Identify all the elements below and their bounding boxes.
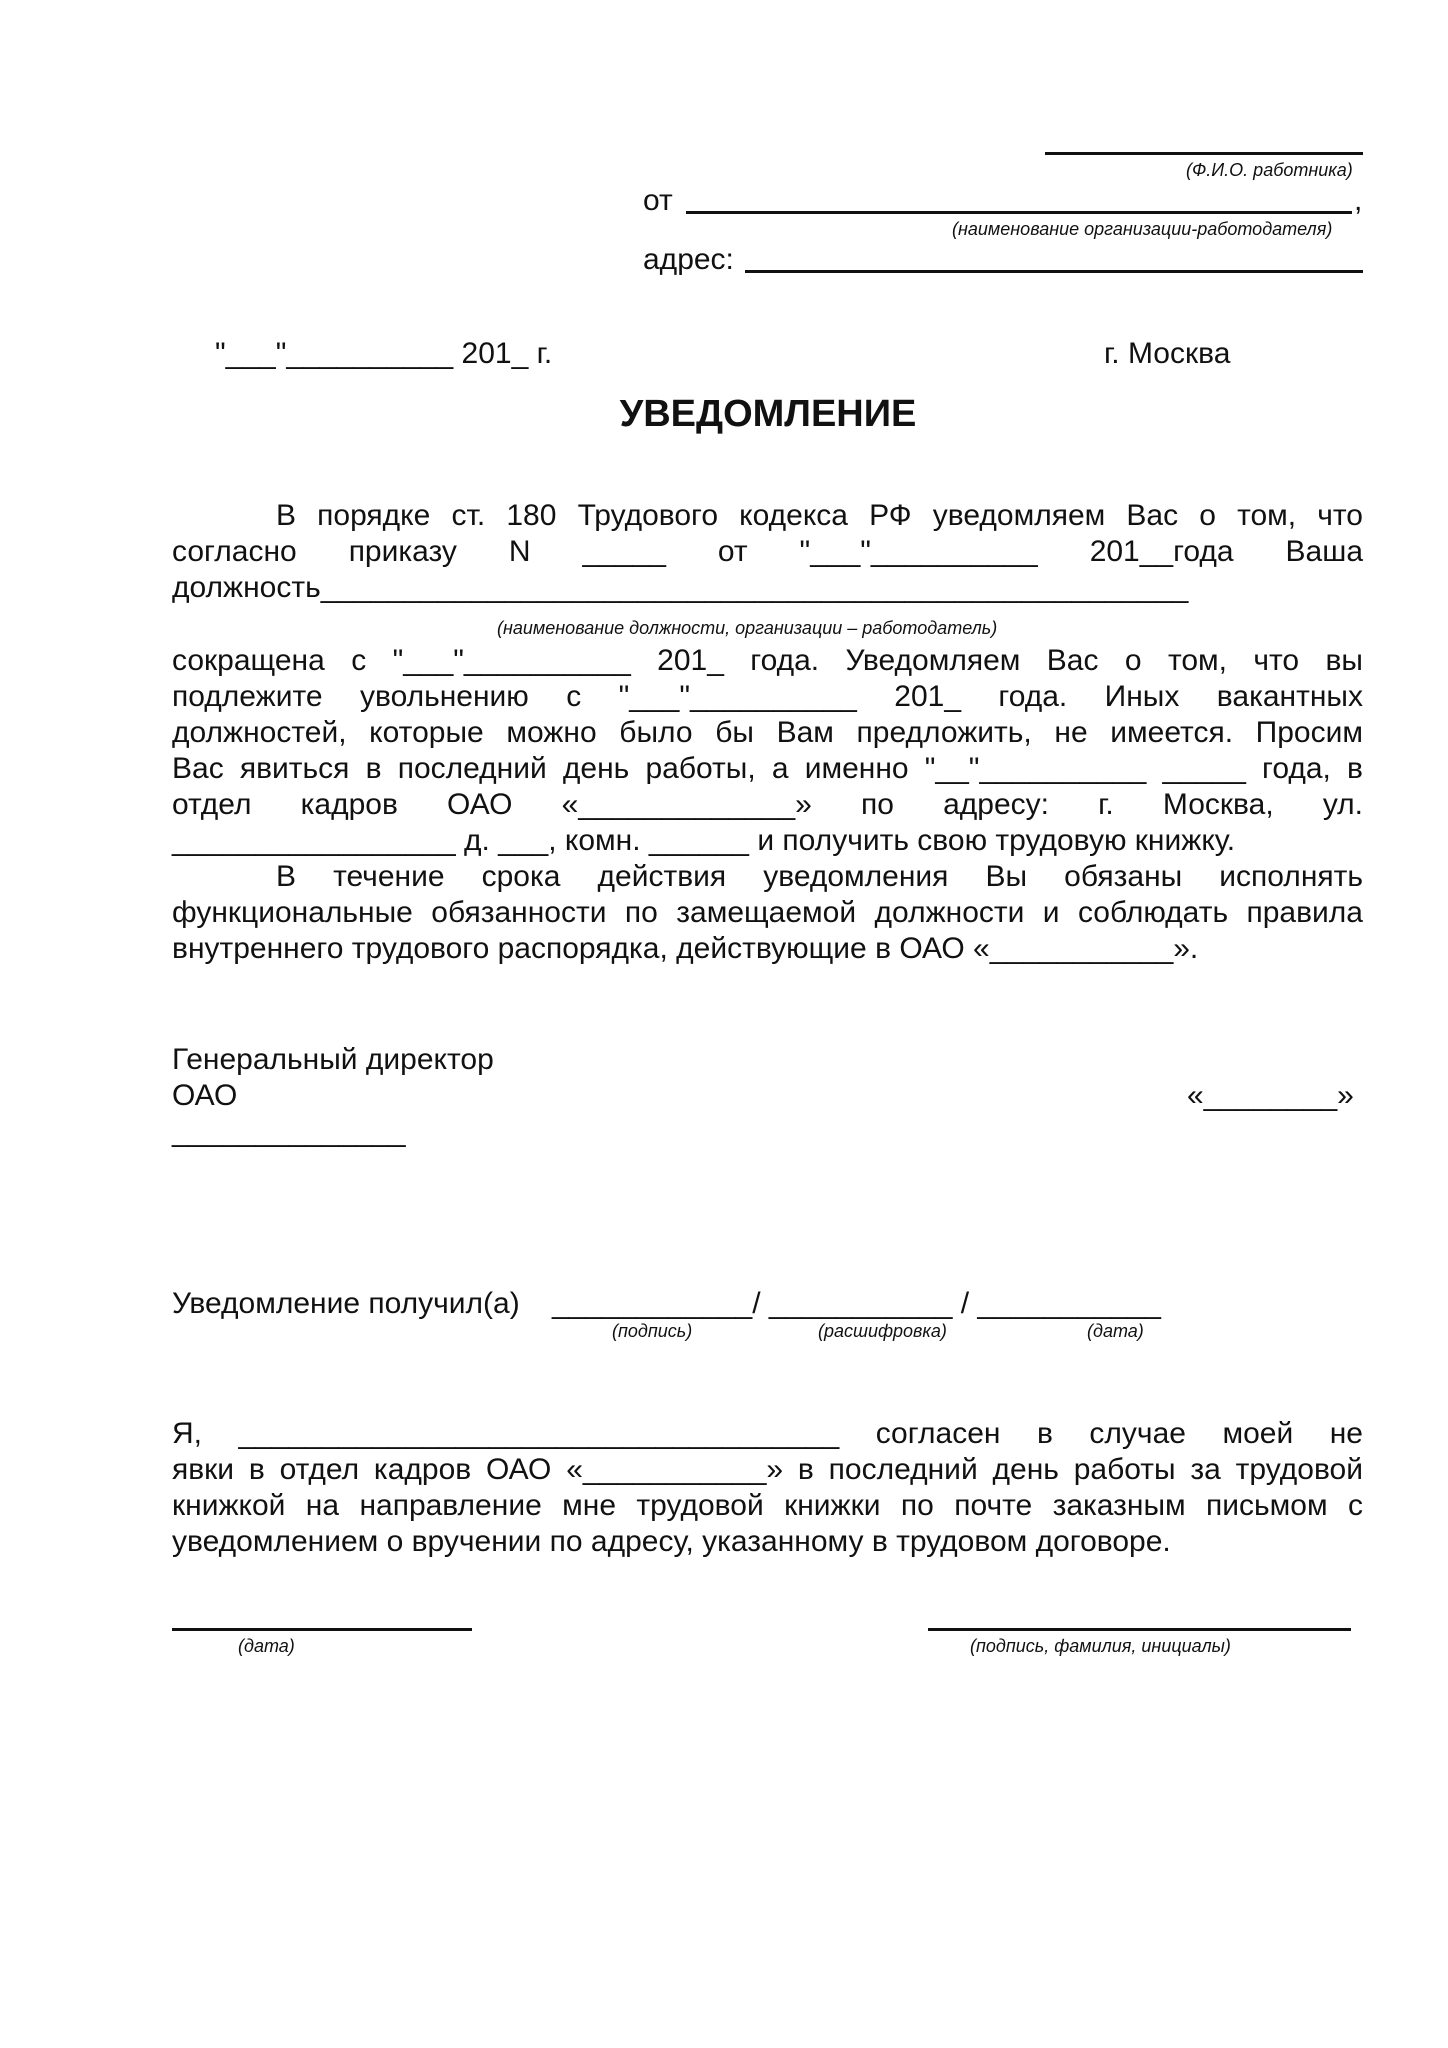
- consent-line-3: книжкой на направление мне трудовой книжки по почте заказным письмом с: [172, 1489, 1363, 1522]
- from-comma: ,: [1354, 184, 1363, 217]
- footer-signature-line: [928, 1628, 1351, 1631]
- body-line-10: В течение срока действия уведомления Вы обязаны исполнять: [276, 860, 1363, 893]
- received-decoding-caption: (расшифровка): [818, 1321, 947, 1341]
- footer-date-line: [172, 1628, 472, 1631]
- org-caption: (наименование организации-работодателя): [952, 219, 1333, 239]
- signatory-sign-line: ______________: [172, 1115, 406, 1148]
- page-title: УВЕДОМЛЕНИЕ: [619, 393, 917, 435]
- footer-date-caption: (дата): [238, 1636, 295, 1656]
- body-line-7: Вас явиться в последний день работы, а именно "__"__________ _____ года, в: [172, 752, 1363, 785]
- fio-caption: (Ф.И.О. работника): [1186, 160, 1353, 180]
- signatory-org-quote: «________»: [1187, 1079, 1354, 1112]
- body-line-3: должность____________________________________________________: [172, 571, 1189, 604]
- received-label: Уведомление получил(а): [172, 1287, 520, 1320]
- consent-line-2: явки в отдел кадров ОАО «___________» в последний день работы за трудовой: [172, 1453, 1363, 1486]
- from-line: [686, 211, 1352, 214]
- address-label: адрес:: [643, 243, 734, 276]
- body-line-12: внутреннего трудового распорядка, действующие в ОАО «___________».: [172, 932, 1199, 965]
- body-line-9: _________________ д. ___, комн. ______ и получить свою трудовую книжку.: [172, 824, 1236, 857]
- from-label: от: [643, 184, 673, 217]
- body-line-1: В порядке ст. 180 Трудового кодекса РФ уведомляем Вас о том, что: [276, 499, 1363, 532]
- position-caption: (наименование должности, организации – работодатель): [497, 618, 998, 638]
- fio-line: [1045, 152, 1363, 155]
- body-line-11: функциональные обязанности по замещаемой должности и соблюдать правила: [172, 896, 1363, 929]
- consent-line-1: Я, ____________________________________ согласен в случае моей не: [172, 1417, 1363, 1450]
- body-line-8: отдел кадров ОАО «_____________» по адресу: г. Москва, ул.: [172, 788, 1363, 821]
- body-line-5: подлежите увольнению с "___"__________ 201_ года. Иных вакантных: [172, 680, 1363, 713]
- address-line: [745, 270, 1363, 273]
- document-date: "___"__________ 201_ г.: [215, 337, 553, 370]
- document-city: г. Москва: [1104, 337, 1231, 370]
- body-line-6: должностей, которые можно было бы Вам предложить, не имеется. Просим: [172, 716, 1363, 749]
- received-line: ____________/ ___________ / ___________: [552, 1287, 1161, 1320]
- body-line-2: согласно приказу N _____ от "___"__________ 201__года Ваша: [172, 535, 1363, 568]
- received-date-caption: (дата): [1087, 1321, 1144, 1341]
- received-signature-caption: (подпись): [612, 1321, 693, 1341]
- consent-line-4: уведомлением о вручении по адресу, указанному в трудовом договоре.: [172, 1525, 1171, 1558]
- footer-signature-caption: (подпись, фамилия, инициалы): [970, 1636, 1231, 1656]
- signatory-title: Генеральный директор: [172, 1043, 494, 1076]
- body-line-4: сокращена с "___"__________ 201_ года. Уведомляем Вас о том, что вы: [172, 644, 1363, 677]
- signatory-org: ОАО: [172, 1079, 238, 1112]
